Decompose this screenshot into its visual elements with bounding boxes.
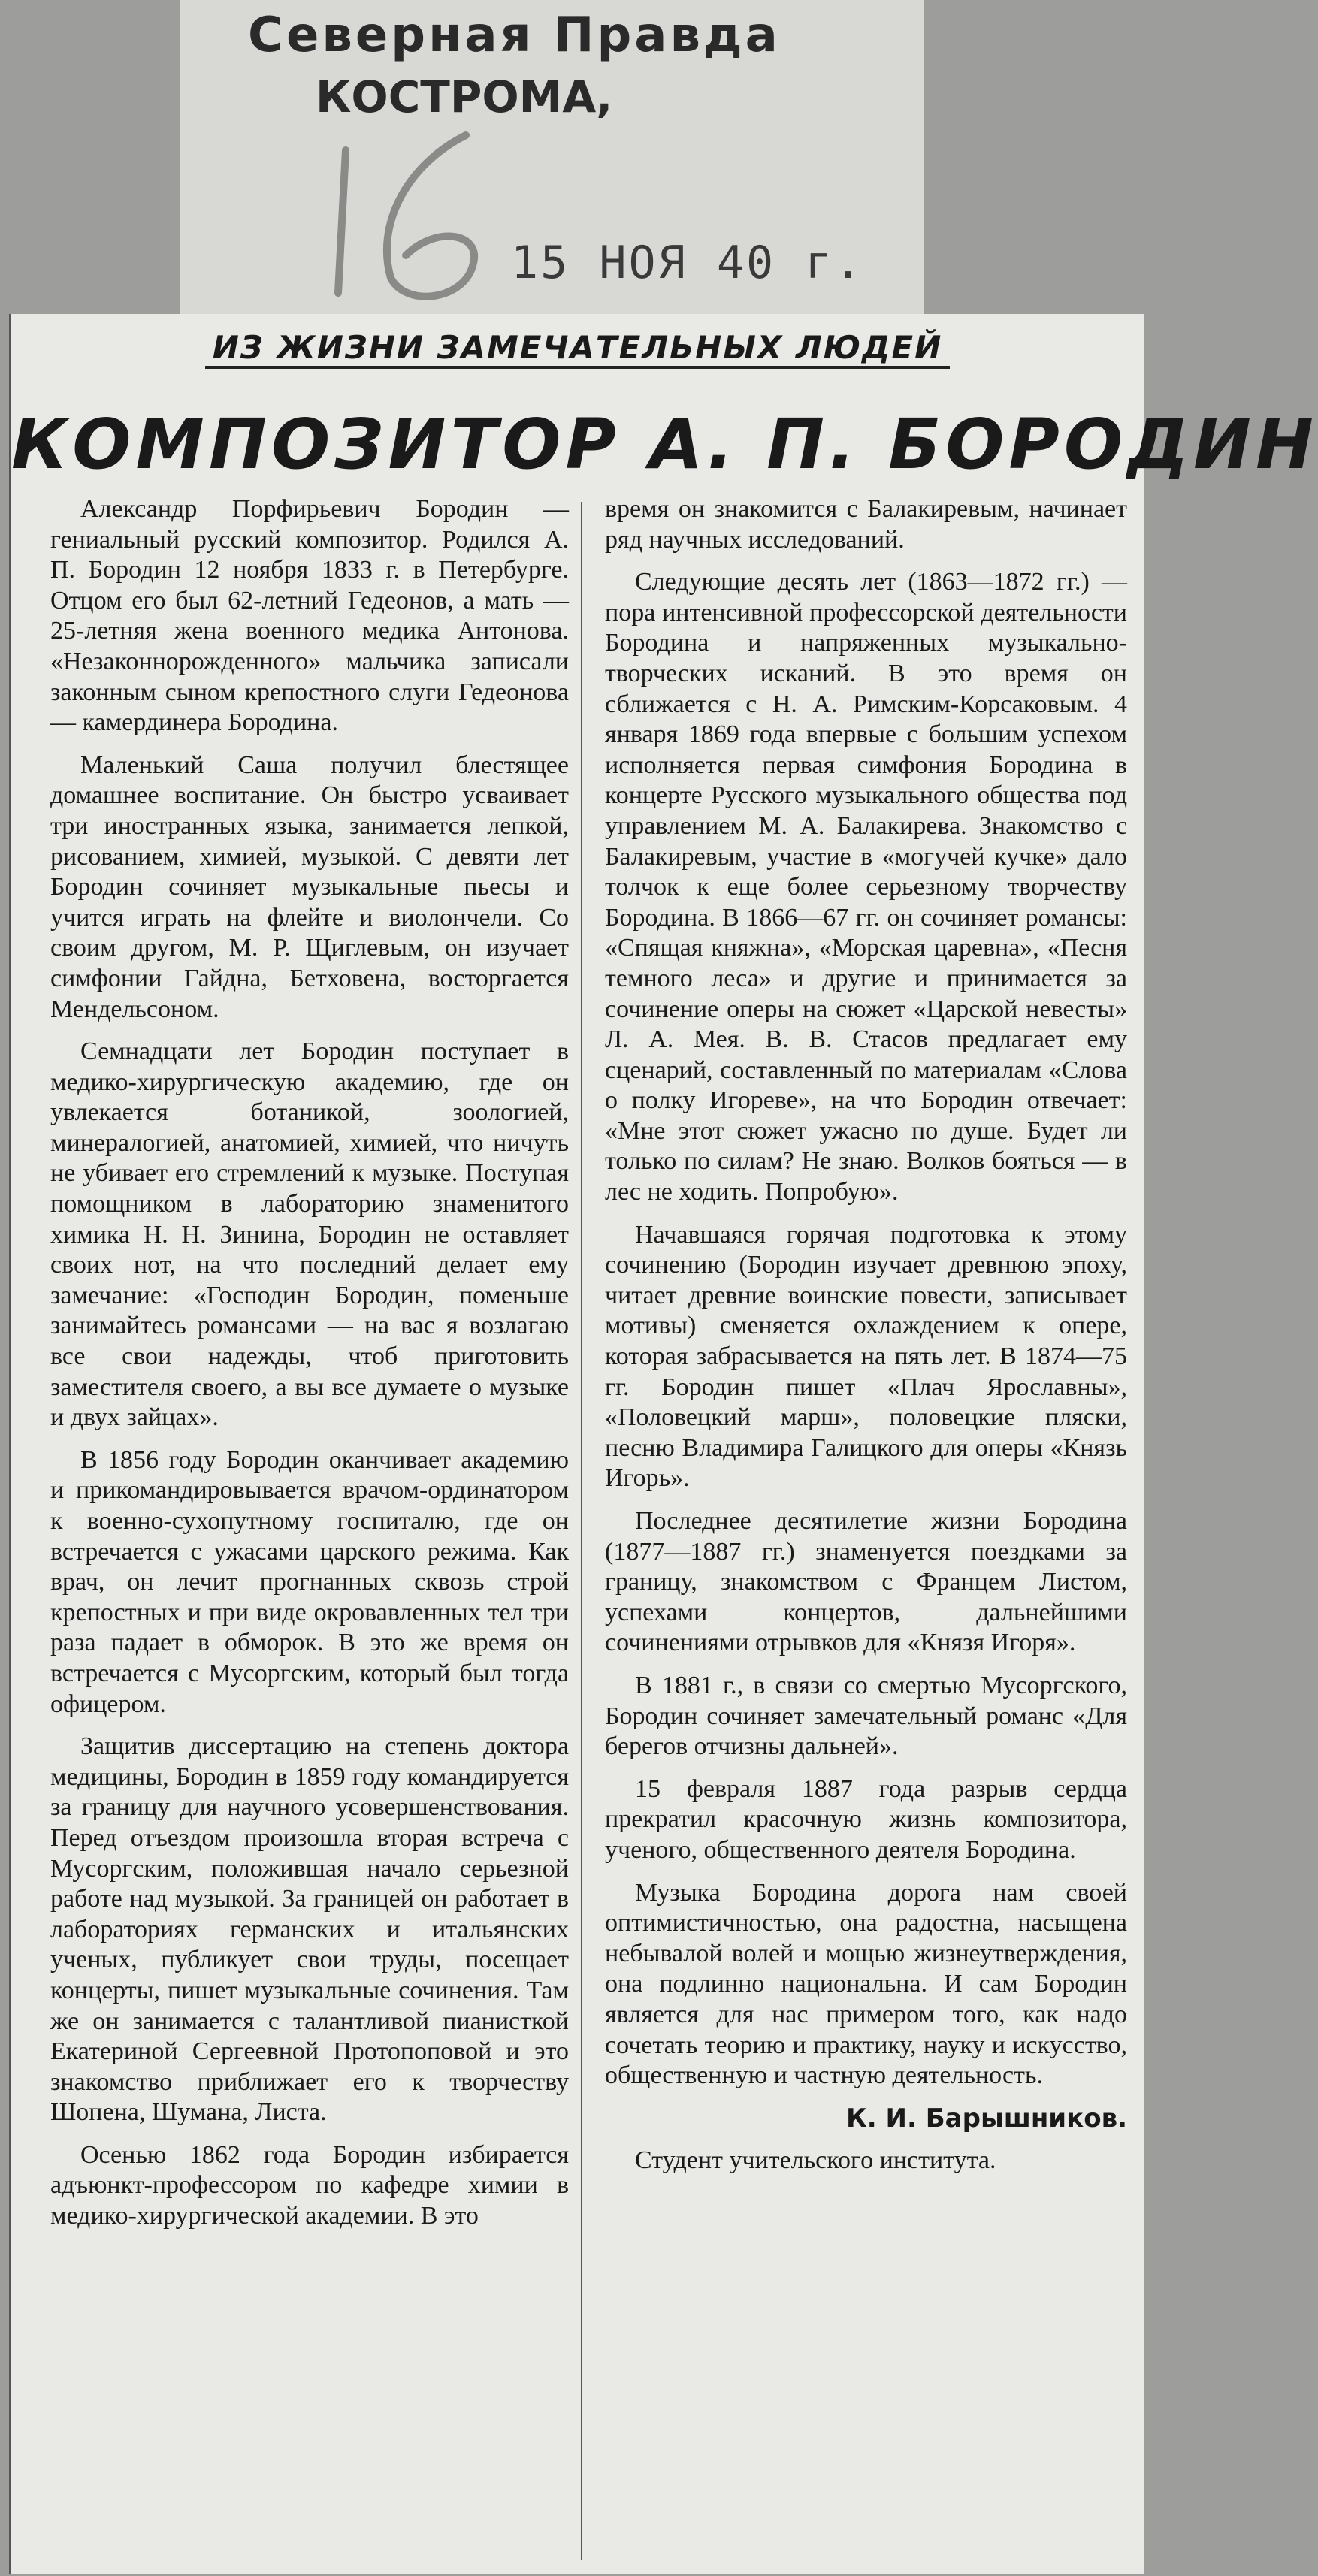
date-stamp: 15 НОЯ 40 г. <box>511 237 864 289</box>
paragraph: Последнее десятилетие жизни Бородина (1877—1887 гг.) знаменуется поездками за границу, знакомством с Францем Листом, успехами концертов, дальнейшими сочинениями отрывков для «Князя Игоря». <box>605 1507 1127 1657</box>
article-title: КОМПОЗИТОР А. П. БОРОДИН <box>11 404 1318 485</box>
paragraph: В 1856 году Бородин оканчивает академию и прикомандировывается врачом-ординатором к военно-сухопутному госпиталю, где он встречается с ужасами царского режима. Как врач, он лечит прогнанных сквозь строй крепостных и при виде окровавленных тел три раза падает в обморок. В это же время он встречается с Мусоргским, который был тогда офицером. <box>50 1445 569 1718</box>
left-column <box>50 494 569 2244</box>
stamp-newspaper-name: Северная Правда <box>248 8 781 63</box>
newspaper-clipping <box>9 314 1318 2574</box>
author-role: Студент учительского института. <box>635 2146 996 2175</box>
rubric-heading <box>11 329 1144 366</box>
paragraph: Осенью 1862 года Бородин избирается адъюнкт-профессором по кафедре химии в медико-хирургической академии. В это <box>50 2140 569 2230</box>
paragraph: Защитив диссертацию на степень доктора медицины, Бородин в 1859 году командируется за границу для научного усовершенствования. Перед отъездом произошла вторая встреча с Мусоргским, положившая начало серьезной работе над музыкой. За границей он работает в лабораториях германских и итальянских ученых, публикует свои труды, посещает концерты, пишет музыкальные сочинения. Там же он занимается с талантливой пианисткой Екатериной Сергеевной Протопоповой и это знакомство приближает его к творчеству Шопена, Шумана, Листа. <box>50 1732 569 2127</box>
author-signature: К. И. Барышников. <box>846 2103 1127 2134</box>
paragraph: Начавшаяся горячая подготовка к этому сочинению (Бородин изучает древнюю эпоху, читает древние воинские повести, записывает мотивы) сменяется охлаждением к опере, которая забрасывается на пять лет. В 1874—75 гг. Бородин пишет «Плач Ярославны», «Половецкий марш», половецкие пляски, песню Владимира Галицкого для оперы «Князь Игорь». <box>605 1220 1127 1493</box>
right-column <box>605 494 1127 2188</box>
paragraph: Александр Порфирьевич Бородин — гениальный русский композитор. Родился А. П. Бородин 12 ноября 1833 г. в Петербурге. Отцом его был 62-летний Гедеонов, а мать — 25-летняя жена военного медика Антонова. «Незаконнорожденного» мальчика записали законным сыном крепостного слуги Гедеонова — камердинера Бородина. <box>50 495 569 737</box>
stamp-city: КОСТРОМА, <box>316 71 613 122</box>
paragraph: Музыка Бородина дорога нам своей оптимистичностью, она радостна, насыщена небывалой волей и мощью жизнеутверждения, она подлинно национальна. И сам Бородин является для нас примером того, как надо сочетать теорию и практику, науку и искусство, общественную и частную деятельность. <box>605 1878 1127 2090</box>
paragraph: В 1881 г., в связи со смертью Мусоргского, Бородин сочиняет замечательный романс «Для берегов отчизны дальней». <box>605 1671 1127 1761</box>
paragraph: 15 февраля 1887 года разрыв сердца прекратил красочную жизнь композитора, ученого, общественного деятеля Бородина. <box>605 1774 1127 1864</box>
paragraph: Семнадцати лет Бородин поступает в медико-хирургическую академию, где он увлекается ботаникой, зоологией, минералогией, анатомией, химией, что ничуть не убивает его стремлений к музыке. Поступая помощником в лабораторию знаменитого химика Н. Н. Зинина, Бородин не оставляет своих нот, на что последний делает ему замечание: «Господин Бородин, поменьше занимайтесь романсами — на вас я возлагаю все свои надежды, чтоб приготовить заместителя своего, а вы все думаете о музыке и двух зайцах». <box>50 1037 569 1432</box>
rubric-text: ИЗ ЖИЗНИ ЗАМЕЧАТЕЛЬНЫХ ЛЮДЕЙ <box>205 329 951 369</box>
paragraph: Следующие десять лет (1863—1872 гг.) — пора интенсивной профессорской деятельности Бородина и напряженных музыкально-творческих исканий. В это время он сближается с Н. А. Римским-Корсаковым. 4 января 1869 года впервые с большим успехом исполняется первая симфония Бородина в концерте Русского музыкального общества под управлением М. А. Балакирева. Знакомство с Балакиревым, участие в «могучей кучке» дало толчок к еще более серьезному творчеству Бородина. В 1866—67 гг. он сочиняет романсы: «Спящая княжна», «Морская царевна», «Песня темного леса» и другие и принимается за сочинение оперы на сюжет «Царской невесты» Л. А. Мея. В. В. Стасов предлагает ему сценарий, составленный по материалам «Слова о полку Игореве», на что Бородин отвечает: «Мне этот сюжет ужасно по душе. Будет ли только по силам? Не знаю. Волков бояться — в лес не ходить. Попробую». <box>605 568 1127 1206</box>
column-divider <box>581 502 582 2560</box>
paragraph: время он знакомится с Балакиревым, начинает ряд научных исследований. <box>605 495 1127 554</box>
paragraph: Маленький Саша получил блестящее домашнее воспитание. Он быстро усваивает три иностранных языка, занимается лепкой, рисованием, химией, музыкой. С девяти лет Бородин сочиняет музыкальные пьесы и учится играть на флейте и виолончели. Со своим другом, М. Р. Щиглевым, он изучает симфонии Гайдна, Бетховена, восторгается Мендельсоном. <box>50 750 569 1023</box>
handwritten-number-mark <box>316 120 511 316</box>
